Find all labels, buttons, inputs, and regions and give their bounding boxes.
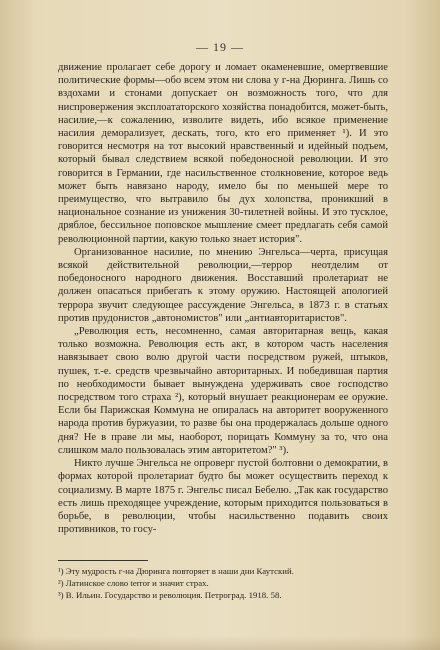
page-shadow bbox=[0, 636, 440, 650]
main-text bbox=[58, 61, 388, 536]
footnote-rule bbox=[58, 560, 148, 561]
footnote-2: ²) Латинское слово terror и значит страх. bbox=[58, 578, 209, 588]
paragraph-2: Организованное насилие, по мнению Энгельса—черта, присущая всякой действительной революции,—террор неотделим от победоносного народного движения. Восставший пролетариат не должен опасаться прибегать к этому оружию. Настоящей апологией террора звучит следующее рассуждение Энгельса, в 1873 г. в статьях против прудонистов „автономистов" или „антиавторитаристов". bbox=[58, 246, 388, 324]
paragraph-3-quote: „Революция есть, несомненно, самая авторитарная вещь, какая только возможна. Революция есть акт, в котором часть населения навязывает свою волю другой части посредством ружей, штыков, пушек, т.-е. средств чрезвычайно авторитарных. И победившая партия по необходимости бывает вынуждена удерживать свое господство посредством того страха ²), который внушает реакционерам ее оружие. Если бы Парижская Коммуна не опиралась на авторитет вооруженного народа против буржуазии, то разве бы она продержалась дольше одного дня? Не в праве ли мы, наоборот, порицать Коммуну за то, что она слишком мало пользовалась этим авторитетом?" ³). bbox=[58, 326, 388, 456]
footnote-3: ³) В. Ильин. Государство и революция. Петроград. 1918. 58. bbox=[58, 590, 282, 600]
footnote-1: ¹) Эту мудрость г-на Дюринга повторяет в наши дни Каутский. bbox=[58, 566, 294, 576]
footnotes bbox=[58, 565, 388, 601]
page-number: — 19 — bbox=[196, 40, 244, 54]
paragraph-4: Никто лучше Энгельса не опроверг пустой болтовни о демократии, в формах которой пролетариат будто бы может осуществить переход к социализму. В марте 1875 г. Энгельс писал Бебелю. „Так как государство есть лишь преходящее учреждение, которым приходится пользоваться в борьбе, в революции, чтобы насильственно подавить своих противников, то госу- bbox=[58, 458, 388, 536]
paragraph-1: движение пролагает себе дорогу и ломает окаменевшие, омертвевшие политические формы—обо всем этом ни слова у г-на Дюринга. Лишь со вздохами и стонами допускает он возможность того, что для ниспровержения эксплоататорского хозяйства понадобится, может-быть, насилие,—к сожалению, изволите видеть, ибо всякое применение насилия деморализует, дескать, того, кто его применяет ¹). И это говорится несмотря на тот высокий нравственный и идейный подъем, который бывал следствием всякой победоносной революции. И это говорится в Германии, где насильственное столкновение, которое ведь может быть навязано народу, имело бы по меньшей мере то преимущество, что вытравило бы дух холопства, проникший в национальное сознание из унижения 30-тилетней войны. И это тусклое, дряблое, бессильное поповское мышление смеет предлагать себя самой революционной партии, какую только знает история". bbox=[58, 62, 388, 245]
